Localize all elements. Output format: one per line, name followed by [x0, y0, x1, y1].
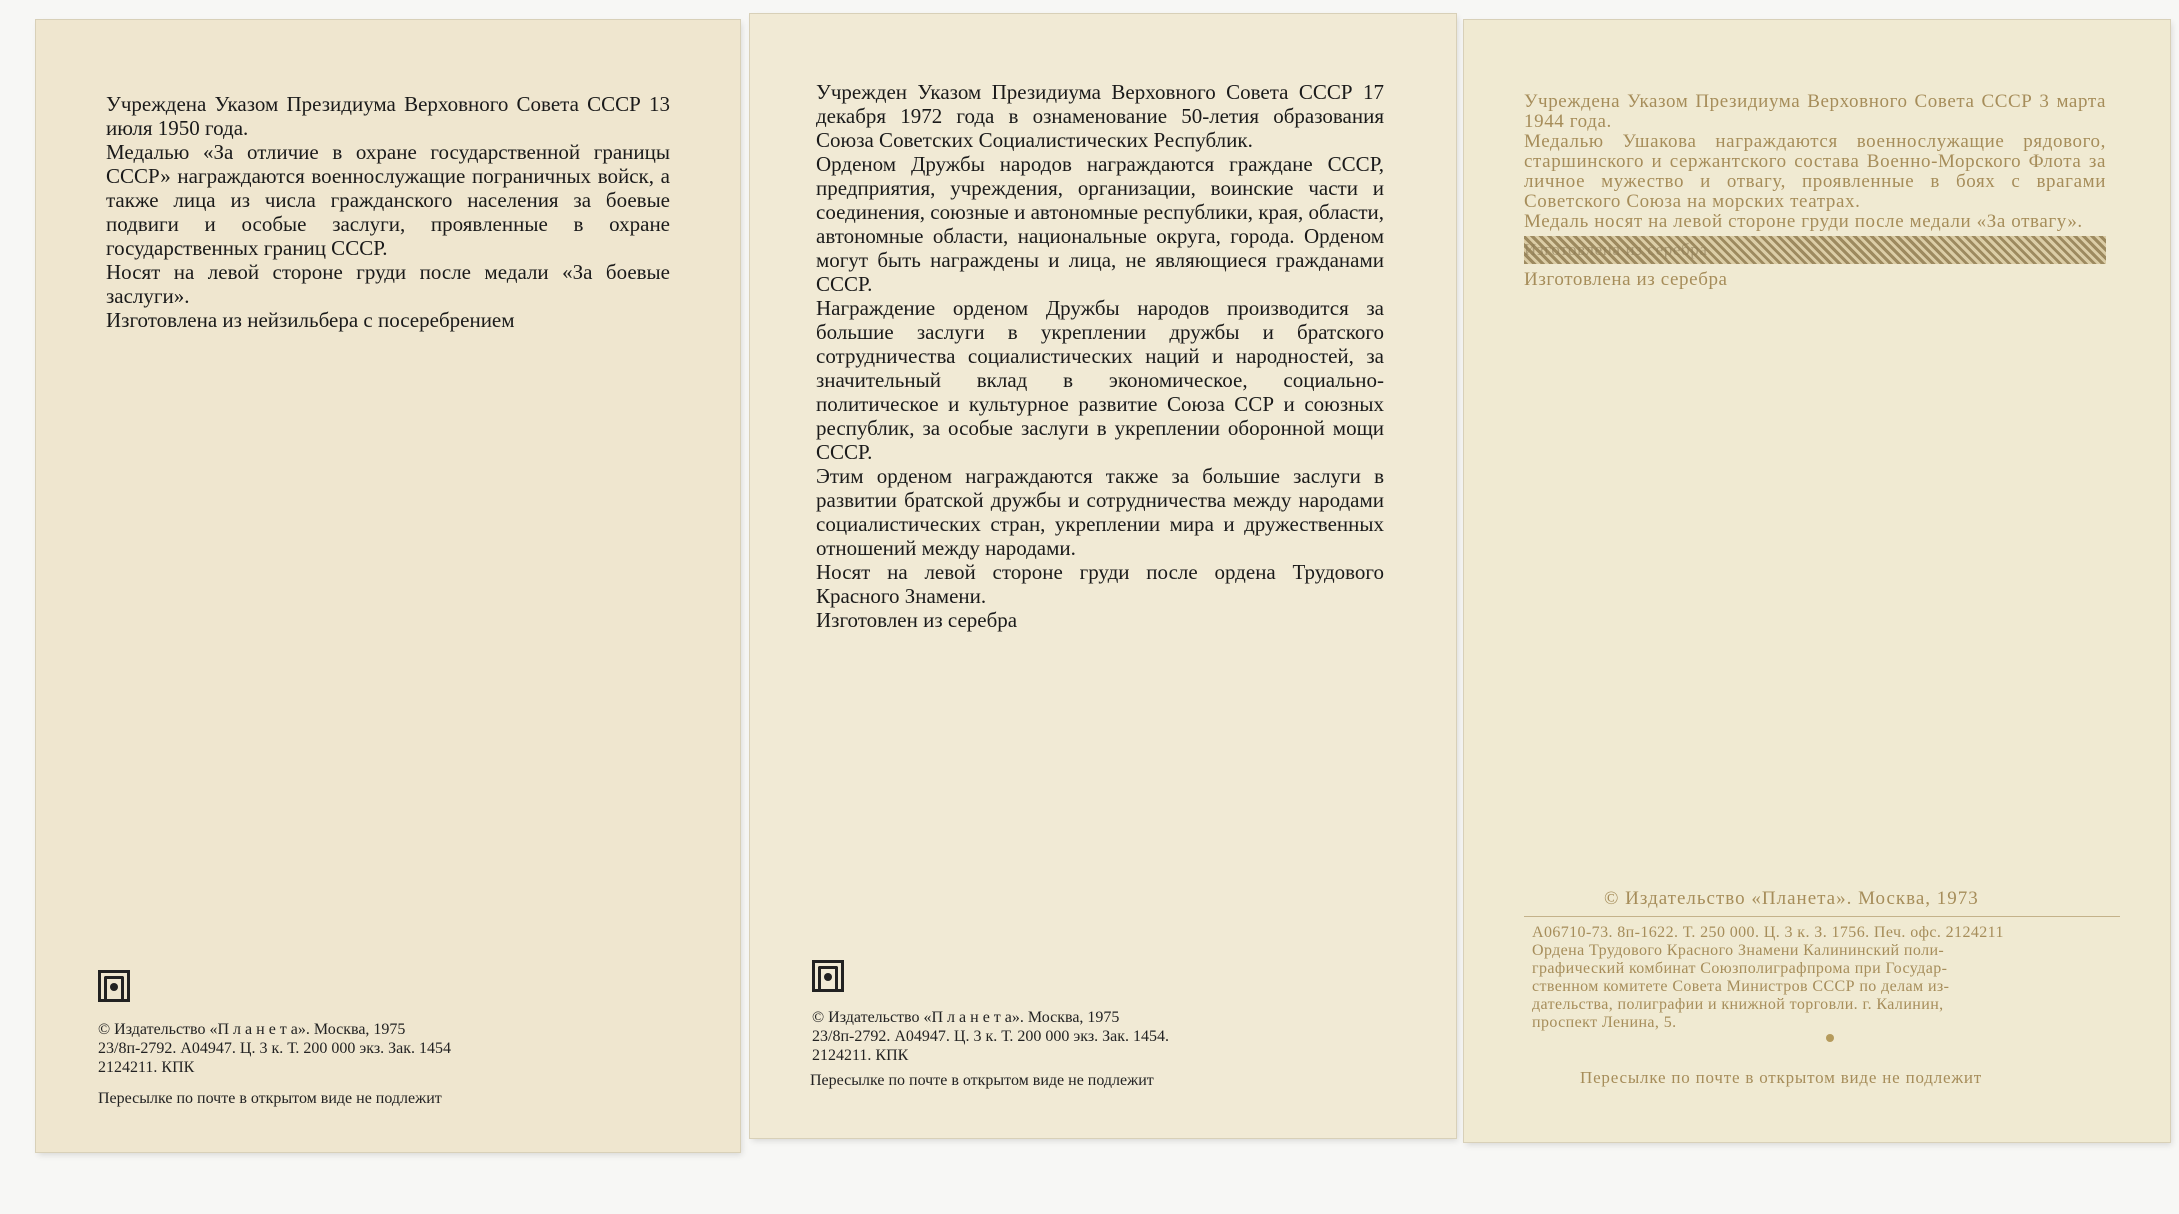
description-paragraph: Учрежден Указом Президиума Верховного Совета СССР 17 декабря 1972 года в ознаменование 50-летия образования Союза Советских Социалистических Республик.: [816, 80, 1384, 152]
card-description: [816, 80, 1384, 632]
imprint-line: © Издательство «П л а н е т а». Москва, 1975: [812, 1009, 1120, 1026]
imprint-line: ственном комитете Совета Министров СССР по делам из-: [1532, 978, 1950, 995]
publisher-imprint: [1532, 924, 2112, 1032]
obscured-line: Изготовлена из серебра: [1524, 240, 1708, 259]
description-paragraph: Медалью Ушакова награждаются военнослужащие рядового, старшинского и сержантского состава Военно-Морского Флота за личное мужество и отвагу, проявленные в боях с врагами Советского Союза на морских театрах.: [1524, 131, 2106, 212]
description-paragraph: Награждение орденом Дружбы народов производится за большие заслуги в укреплении дружбы и братского сотрудничества социалистических наций и народностей, за значительный вклад в экономическое, социально-политическое и культурное развитие Союза ССР и союзных республик, за особые заслуги в укреплении оборонной мощи СССР.: [816, 296, 1384, 464]
publisher-imprint: [812, 1008, 1169, 1065]
description-paragraph: Орденом Дружбы народов награждаются граждане СССР, предприятия, учреждения, организации, воинские части и соединения, союзные и автономные республики, края, области, автономные области, национальные округа, города. Орденом могут быть награждены и лица, не являющиеся гражданами СССР.: [816, 152, 1384, 296]
description-paragraph: Учреждена Указом Президиума Верховного Совета СССР 13 июля 1950 года.: [106, 92, 670, 140]
imprint-line: 2124211. КПК: [812, 1047, 909, 1064]
imprint-line: проспект Ленина, 5.: [1532, 1014, 1677, 1031]
postal-notice: Пересылке по почте в открытом виде не подлежит: [1580, 1068, 1983, 1087]
imprint-line: дательства, полиграфии и книжной торговли. г. Калинин,: [1532, 996, 1944, 1013]
postal-notice: Пересылке по почте в открытом виде не подлежит: [810, 1072, 1154, 1089]
divider: [1524, 916, 2120, 917]
planeta-logo-icon: [98, 970, 130, 1002]
description-paragraph: Медалью «За отличие в охране государственной границы СССР» награждаются военнослужащие пограничных войск, а также лица из числа гражданского населения за боевые подвиги и особые заслуги, проявленные в охране государственных границ СССР.: [106, 140, 670, 260]
ink-dot: [1826, 1034, 1834, 1042]
postcard-back-order-friendship: [750, 14, 1456, 1138]
imprint-line: А06710-73. 8п-1622. Т. 250 000. Ц. 3 к. З. 1756. Печ. офс. 2124211: [1532, 924, 2004, 941]
card-description: [1524, 92, 2106, 290]
imprint-line: 2124211. КПК: [98, 1059, 195, 1076]
imprint-line: © Издательство «П л а н е т а». Москва, 1975: [98, 1021, 406, 1038]
description-paragraph: Изготовлена из серебра: [1524, 269, 1728, 290]
description-paragraph: Учреждена Указом Президиума Верховного Совета СССР 3 марта 1944 года.: [1524, 91, 2106, 132]
publisher-line: © Издательство «Планета». Москва, 1973: [1604, 888, 1979, 909]
description-paragraph: Медаль носят на левой стороне груди после медали «За отвагу».: [1524, 211, 2083, 232]
postcard-back-ushakov-medal: [1464, 20, 2170, 1142]
postal-notice: Пересылке по почте в открытом виде не подлежит: [98, 1090, 442, 1107]
foil-overprint-stripe: [1524, 236, 2106, 264]
imprint-line: Ордена Трудового Красного Знамени Калининский поли-: [1532, 942, 1945, 959]
planeta-logo-icon: [812, 960, 844, 992]
description-paragraph: Изготовлена из нейзильбера с посеребрением: [106, 308, 515, 332]
publisher-imprint: [98, 1020, 451, 1077]
description-paragraph: Этим орденом награждаются также за большие заслуги в развитии братской дружбы и сотрудничества между народами социалистических стран, укреплении мира и дружественных отношений между народами.: [816, 464, 1384, 560]
postcard-back-border-medal: [36, 20, 740, 1152]
imprint-line: 23/8п-2792. А04947. Ц. 3 к. Т. 200 000 экз. Зак. 1454: [98, 1040, 452, 1057]
imprint-line: 23/8п-2792. А04947. Ц. 3 к. Т. 200 000 экз. Зак. 1454.: [812, 1028, 1170, 1045]
description-paragraph: Носят на левой стороне груди после медали «За боевые заслуги».: [106, 260, 670, 308]
card-description: [106, 92, 670, 332]
imprint-line: графический комбинат Союзполиграфпрома при Государ-: [1532, 960, 1948, 977]
description-paragraph: Носят на левой стороне груди после ордена Трудового Красного Знамени.: [816, 560, 1384, 608]
description-paragraph: Изготовлен из серебра: [816, 608, 1018, 632]
